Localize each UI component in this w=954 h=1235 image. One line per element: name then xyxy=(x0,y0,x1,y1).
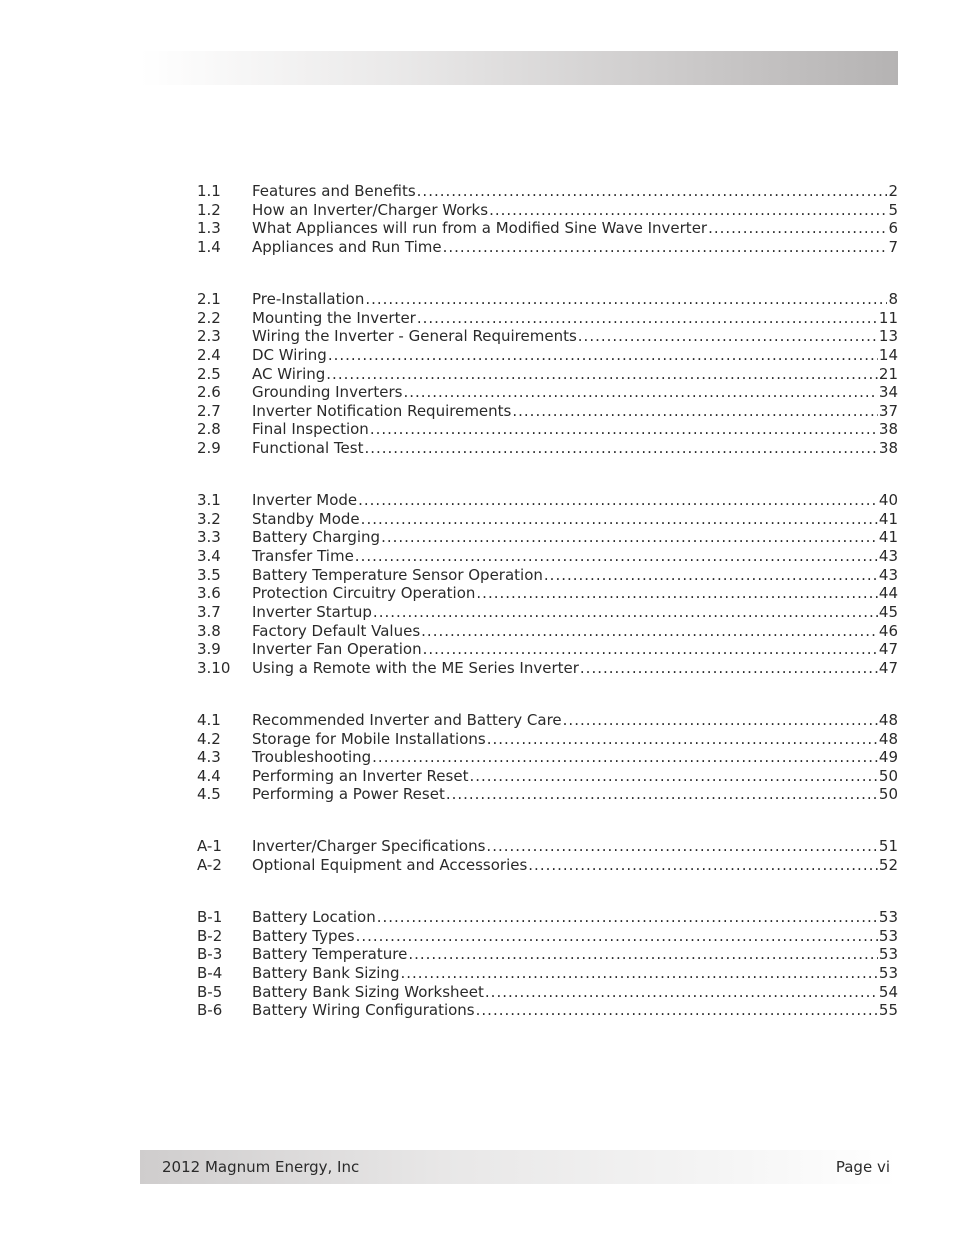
toc-entry-number: 4.3 xyxy=(197,748,221,767)
toc-entry-number: 4.5 xyxy=(197,785,221,804)
toc-entry[interactable] xyxy=(197,491,898,510)
toc-entry-page: 13 xyxy=(878,327,898,346)
toc-entry[interactable] xyxy=(197,659,898,678)
toc-dot-leader xyxy=(364,439,877,458)
toc-entry-number: 3.6 xyxy=(197,584,221,603)
toc-entry-number: 2.3 xyxy=(197,327,221,346)
toc-entry-page: 14 xyxy=(878,345,898,364)
toc-entry[interactable] xyxy=(197,640,898,659)
toc-dot-leader xyxy=(443,238,888,257)
toc-entry-title: Grounding Inverters xyxy=(252,383,403,402)
toc-entry-number: 4.1 xyxy=(197,710,221,729)
toc-entry-page: 50 xyxy=(878,785,898,804)
toc-entry[interactable] xyxy=(197,219,898,238)
toc-entry-number: 3.2 xyxy=(197,509,221,528)
toc-entry-number: 3.7 xyxy=(197,602,221,621)
toc-entry-title: Inverter Mode xyxy=(252,491,358,510)
toc-entry[interactable] xyxy=(197,365,898,384)
toc-dot-leader xyxy=(370,420,878,439)
toc-dot-leader xyxy=(423,640,878,659)
toc-dot-leader xyxy=(446,785,878,804)
toc-section xyxy=(197,711,898,804)
toc-entry-number: 2.9 xyxy=(197,439,221,458)
toc-entry-number: B-4 xyxy=(197,964,223,983)
toc-entry-page: 40 xyxy=(878,491,898,510)
toc-entry-page: 47 xyxy=(878,658,898,677)
toc-entry-number: 1.3 xyxy=(197,219,221,238)
toc-entry-title: Battery Location xyxy=(252,908,376,927)
toc-dot-leader xyxy=(417,182,888,201)
toc-entry[interactable] xyxy=(197,566,898,585)
toc-entry-title: Troubleshooting xyxy=(252,748,372,767)
footer-page-number: Page vi xyxy=(835,1158,890,1176)
toc-entry[interactable] xyxy=(197,927,898,946)
toc-entry-title: Transfer Time xyxy=(252,547,354,566)
toc-entry-page: 41 xyxy=(878,509,898,528)
toc-entry[interactable] xyxy=(197,327,898,346)
toc-entry[interactable] xyxy=(197,748,898,767)
toc-section xyxy=(197,838,898,875)
toc-entry-page: 53 xyxy=(878,926,898,945)
toc-entry-title: How an Inverter/Charger Works xyxy=(252,200,489,219)
toc-entry-title: Battery Wiring Configurations xyxy=(252,1001,475,1020)
toc-entry[interactable] xyxy=(197,711,898,730)
toc-entry-title: Pre-Installation xyxy=(252,289,365,308)
toc-entry-title: Recommended Inverter and Battery Care xyxy=(252,710,562,729)
toc-dot-leader xyxy=(381,528,878,547)
footer-bar xyxy=(140,1150,898,1184)
toc-entry[interactable] xyxy=(197,510,898,529)
toc-entry-title: Performing a Power Reset xyxy=(252,785,445,804)
toc-dot-leader xyxy=(401,964,878,983)
toc-entry[interactable] xyxy=(197,945,898,964)
toc-entry-page: 52 xyxy=(878,856,898,875)
toc-entry-number: 2.8 xyxy=(197,420,221,439)
toc-entry-number: 2.7 xyxy=(197,401,221,420)
toc-entry-number: B-1 xyxy=(197,908,223,927)
toc-entry[interactable] xyxy=(197,290,898,309)
toc-dot-leader xyxy=(563,711,878,730)
toc-entry-page: 53 xyxy=(878,945,898,964)
toc-entry[interactable] xyxy=(197,402,898,421)
toc-entry-number: 2.4 xyxy=(197,345,221,364)
toc-entry-page: 45 xyxy=(878,602,898,621)
toc-section xyxy=(197,182,898,257)
toc-dot-leader xyxy=(528,856,878,875)
toc-entry[interactable] xyxy=(197,201,898,220)
toc-entry-number: B-3 xyxy=(197,945,223,964)
toc-entry-number: 3.5 xyxy=(197,565,221,584)
toc-dot-leader xyxy=(328,346,878,365)
toc-entry[interactable] xyxy=(197,785,898,804)
toc-entry-page: 46 xyxy=(878,621,898,640)
toc-dot-leader xyxy=(580,659,878,678)
toc-entry-page: 5 xyxy=(888,200,898,219)
toc-entry-number: 1.1 xyxy=(197,181,221,200)
toc-entry-title: Battery Types xyxy=(252,926,355,945)
toc-entry-number: A-1 xyxy=(197,837,222,856)
toc-entry-number: 2.1 xyxy=(197,289,221,308)
toc-entry[interactable] xyxy=(197,908,898,927)
toc-entry-page: 43 xyxy=(878,565,898,584)
toc-dot-leader xyxy=(708,219,887,238)
toc-entry-title: Mounting the Inverter xyxy=(252,308,416,327)
toc-entry-title: Functional Test xyxy=(252,439,364,458)
toc-entry-number: 3.8 xyxy=(197,621,221,640)
toc-entry[interactable] xyxy=(197,420,898,439)
toc-entry-page: 44 xyxy=(878,584,898,603)
toc-entry-number: 3.9 xyxy=(197,640,221,659)
toc-dot-leader xyxy=(489,201,887,220)
toc-entry-page: 7 xyxy=(888,237,898,256)
toc-section xyxy=(197,908,898,1020)
toc-entry-title: Battery Bank Sizing Worksheet xyxy=(252,982,484,1001)
toc-dot-leader xyxy=(485,983,878,1002)
toc-entry-title: Battery Temperature Sensor Operation xyxy=(252,565,543,584)
toc-entry[interactable] xyxy=(197,346,898,365)
toc-entry-page: 38 xyxy=(878,439,898,458)
toc-entry-title: Battery Bank Sizing xyxy=(252,964,400,983)
toc-entry-page: 47 xyxy=(878,640,898,659)
toc-entry-page: 51 xyxy=(878,837,898,856)
toc-entry-page: 53 xyxy=(878,964,898,983)
toc-entry[interactable] xyxy=(197,622,898,641)
toc-dot-leader xyxy=(356,927,878,946)
toc-dot-leader xyxy=(476,584,878,603)
toc-entry-number: 3.3 xyxy=(197,528,221,547)
toc-entry-page: 6 xyxy=(888,219,898,238)
toc-entry-number: 3.4 xyxy=(197,547,221,566)
toc-entry-page: 11 xyxy=(878,308,898,327)
toc-entry[interactable] xyxy=(197,528,898,547)
toc-entry-page: 43 xyxy=(878,547,898,566)
toc-entry-number: 2.6 xyxy=(197,383,221,402)
toc-dot-leader xyxy=(476,1001,878,1020)
toc-dot-leader xyxy=(358,491,878,510)
toc-entry-title: DC Wiring xyxy=(252,345,327,364)
toc-dot-leader xyxy=(487,730,878,749)
toc-entry-title: Optional Equipment and Accessories xyxy=(252,856,528,875)
toc-entry[interactable] xyxy=(197,584,898,603)
toc-entry-title: Storage for Mobile Installations xyxy=(252,729,486,748)
toc-entry-number: A-2 xyxy=(197,856,222,875)
header-bar xyxy=(140,51,898,85)
toc-dot-leader xyxy=(377,908,878,927)
toc-entry-page: 2 xyxy=(888,181,898,200)
toc-entry-title: Battery Temperature xyxy=(252,945,408,964)
toc-dot-leader xyxy=(544,566,878,585)
toc-entry-number: 4.4 xyxy=(197,766,221,785)
toc-entry-page: 48 xyxy=(878,710,898,729)
toc-entry[interactable] xyxy=(197,383,898,402)
toc-entry-page: 38 xyxy=(878,420,898,439)
toc-entry[interactable] xyxy=(197,838,898,857)
toc-entry-title: Inverter Fan Operation xyxy=(252,640,422,659)
toc-entry-title: AC Wiring xyxy=(252,364,326,383)
toc-entry[interactable] xyxy=(197,964,898,983)
toc-dot-leader xyxy=(355,547,878,566)
toc-entry[interactable] xyxy=(197,547,898,566)
toc-entry-title: Final Inspection xyxy=(252,420,369,439)
toc-entry-number: B-5 xyxy=(197,982,223,1001)
toc-entry-number: 3.10 xyxy=(197,658,231,677)
toc-entry[interactable] xyxy=(197,238,898,257)
toc-dot-leader xyxy=(361,510,878,529)
toc-entry-title: Appliances and Run Time xyxy=(252,237,442,256)
toc-dot-leader xyxy=(486,837,877,856)
toc-dot-leader xyxy=(365,290,887,309)
toc-entry[interactable] xyxy=(197,1001,898,1020)
toc-entry-title: Inverter Startup xyxy=(252,602,372,621)
toc-dot-leader xyxy=(408,945,878,964)
toc-section xyxy=(197,290,898,458)
toc-entry-title: Inverter Notification Requirements xyxy=(252,401,512,420)
toc-entry-page: 54 xyxy=(878,982,898,1001)
toc-entry-page: 8 xyxy=(888,289,898,308)
toc-entry-number: B-6 xyxy=(197,1001,223,1020)
toc-entry-number: 2.2 xyxy=(197,308,221,327)
toc-entry-title: Wiring the Inverter - General Requirements xyxy=(252,327,577,346)
toc-dot-leader xyxy=(421,622,878,641)
footer-copyright: 2012 Magnum Energy, Inc xyxy=(162,1158,360,1176)
toc-dot-leader xyxy=(512,402,878,421)
toc-entry-number: 1.4 xyxy=(197,237,221,256)
toc-dot-leader xyxy=(372,748,878,767)
toc-entry-page: 49 xyxy=(878,748,898,767)
toc-entry-title: Features and Benefits xyxy=(252,181,416,200)
toc-entry-page: 55 xyxy=(878,1001,898,1020)
toc-entry[interactable] xyxy=(197,309,898,328)
toc-entry-page: 21 xyxy=(878,364,898,383)
toc-dot-leader xyxy=(403,383,877,402)
toc-entry-number: 3.1 xyxy=(197,491,221,510)
toc-entry-page: 37 xyxy=(878,401,898,420)
toc-entry-number: 1.2 xyxy=(197,200,221,219)
toc-entry[interactable] xyxy=(197,856,898,875)
table-of-contents xyxy=(197,182,898,1053)
toc-entry[interactable] xyxy=(197,730,898,749)
toc-dot-leader xyxy=(373,603,878,622)
toc-entry-page: 48 xyxy=(878,729,898,748)
toc-dot-leader xyxy=(578,327,878,346)
toc-dot-leader xyxy=(417,309,878,328)
toc-entry[interactable] xyxy=(197,603,898,622)
toc-entry-page: 50 xyxy=(878,766,898,785)
toc-entry-title: Using a Remote with the ME Series Inverter xyxy=(252,658,579,677)
toc-entry-title: Standby Mode xyxy=(252,509,360,528)
toc-entry[interactable] xyxy=(197,983,898,1002)
toc-dot-leader xyxy=(469,767,877,786)
toc-entry-page: 41 xyxy=(878,528,898,547)
toc-entry-number: 2.5 xyxy=(197,364,221,383)
toc-entry-title: What Appliances will run from a Modified Sine Wave Inverter xyxy=(252,219,708,238)
toc-entry[interactable] xyxy=(197,767,898,786)
toc-entry[interactable] xyxy=(197,439,898,458)
toc-section xyxy=(197,491,898,677)
toc-entry-title: Protection Circuitry Operation xyxy=(252,584,476,603)
toc-entry-page: 53 xyxy=(878,908,898,927)
toc-entry-title: Inverter/Charger Specifications xyxy=(252,837,486,856)
toc-entry-title: Performing an Inverter Reset xyxy=(252,766,469,785)
toc-entry-number: B-2 xyxy=(197,926,223,945)
toc-entry-title: Factory Default Values xyxy=(252,621,421,640)
toc-entry[interactable] xyxy=(197,182,898,201)
toc-dot-leader xyxy=(326,365,878,384)
toc-entry-page: 34 xyxy=(878,383,898,402)
toc-entry-title: Battery Charging xyxy=(252,528,381,547)
toc-entry-number: 4.2 xyxy=(197,729,221,748)
